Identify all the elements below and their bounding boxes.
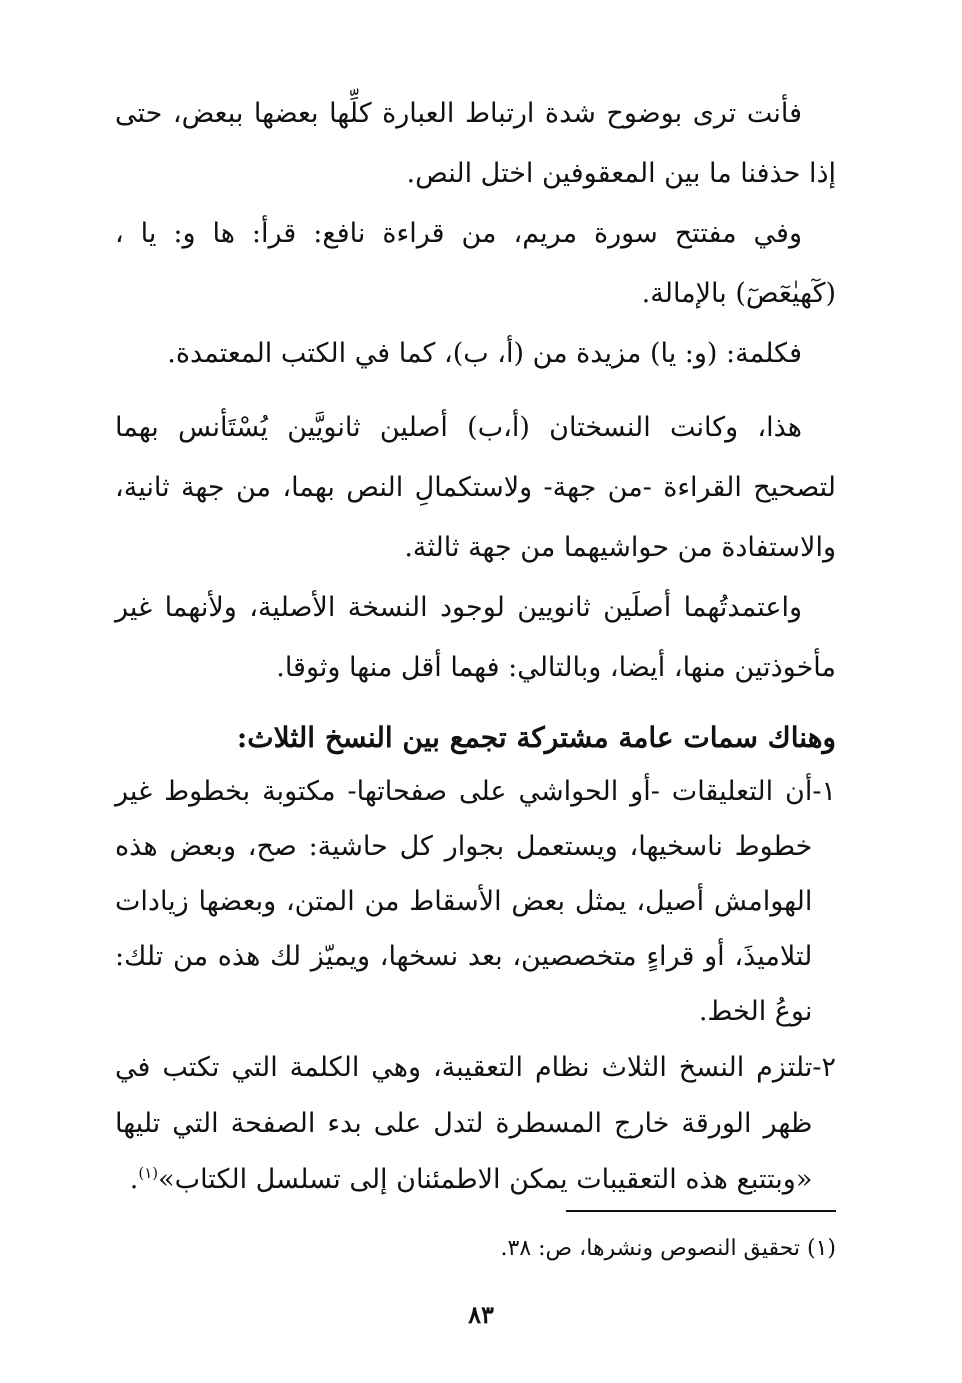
section-heading: وهناك سمات عامة مشتركة تجمع بين النسخ الثلاث: <box>236 721 836 754</box>
list-item-number: ١- <box>812 776 836 807</box>
paragraph-2: وفي مفتتح سورة مريم، من قراءة نافع: قرأ: ها و: يا ، (كٓهيٰعٓصٓ) بالإمالة. <box>115 218 836 309</box>
footnote: (١) تحقيق النصوص ونشرها، ص: ٣٨. <box>500 1236 836 1261</box>
list-item-tail: . <box>129 1164 139 1195</box>
page-number: ٨٣ <box>468 1300 494 1329</box>
list-item <box>115 1040 836 1208</box>
list-item-body: تلتزم النسخ الثلاث نظام التعقيبة، وهي الكلمة التي تكتب في ظهر الورقة خارج المسطرة لتدل على بدء الصفحة التي تليها «وبتتبع هذه التعقيبات يمكن الاطمئنان إلى تسلسل الكتاب» <box>115 1052 813 1195</box>
paragraph-1: فأنت ترى بوضوح شدة ارتباط العبارة كلِّها بعضها ببعض، حتى إذا حذفنا ما بين المعقوفين اختل النص. <box>115 98 836 189</box>
paragraph-5: واعتمدتُهما أصلَين ثانويين لوجود النسخة الأصلية، ولأنهما غير مأخوذتين منها، أيضا، وبالتالي: فهما أقل منها وثوقا. <box>115 592 836 683</box>
paragraph-4: هذا، وكانت النسختان (أ،ب) أصلين ثانويَّين يُسْتَأنس بهما لتصحيح القراءة -من جهة- ولاستكمالِ النص بهما، من جهة ثانية، والاستفادة من حواشيهما من جهة ثالثة. <box>115 412 836 563</box>
list-item-number: ٢- <box>812 1052 836 1083</box>
paragraph-3: فكلمة: (و: يا) مزيدة من (أ، ب)، كما في الكتب المعتمدة. <box>167 338 802 369</box>
list-item <box>115 764 836 1039</box>
list-item-text <box>115 1040 812 1208</box>
footnote-reference[interactable]: (١) <box>138 1164 159 1182</box>
list-item-text: أن التعليقات -أو الحواشي على صفحاتها- مكتوبة بخطوط غير خطوط ناسخيها، ويستعمل بجوار كل حاشية: صح، وبعض هذه الهوامش أصيل، يمثل بعض الأسقاط من المتن، وبعضها زيادات لتلاميذَ، أو قراءٍ متخصصين، بعد نسخها، ويميّز لك هذه من تلك: نوعُ الخط. <box>115 776 813 1027</box>
footnote-separator <box>566 1210 836 1212</box>
